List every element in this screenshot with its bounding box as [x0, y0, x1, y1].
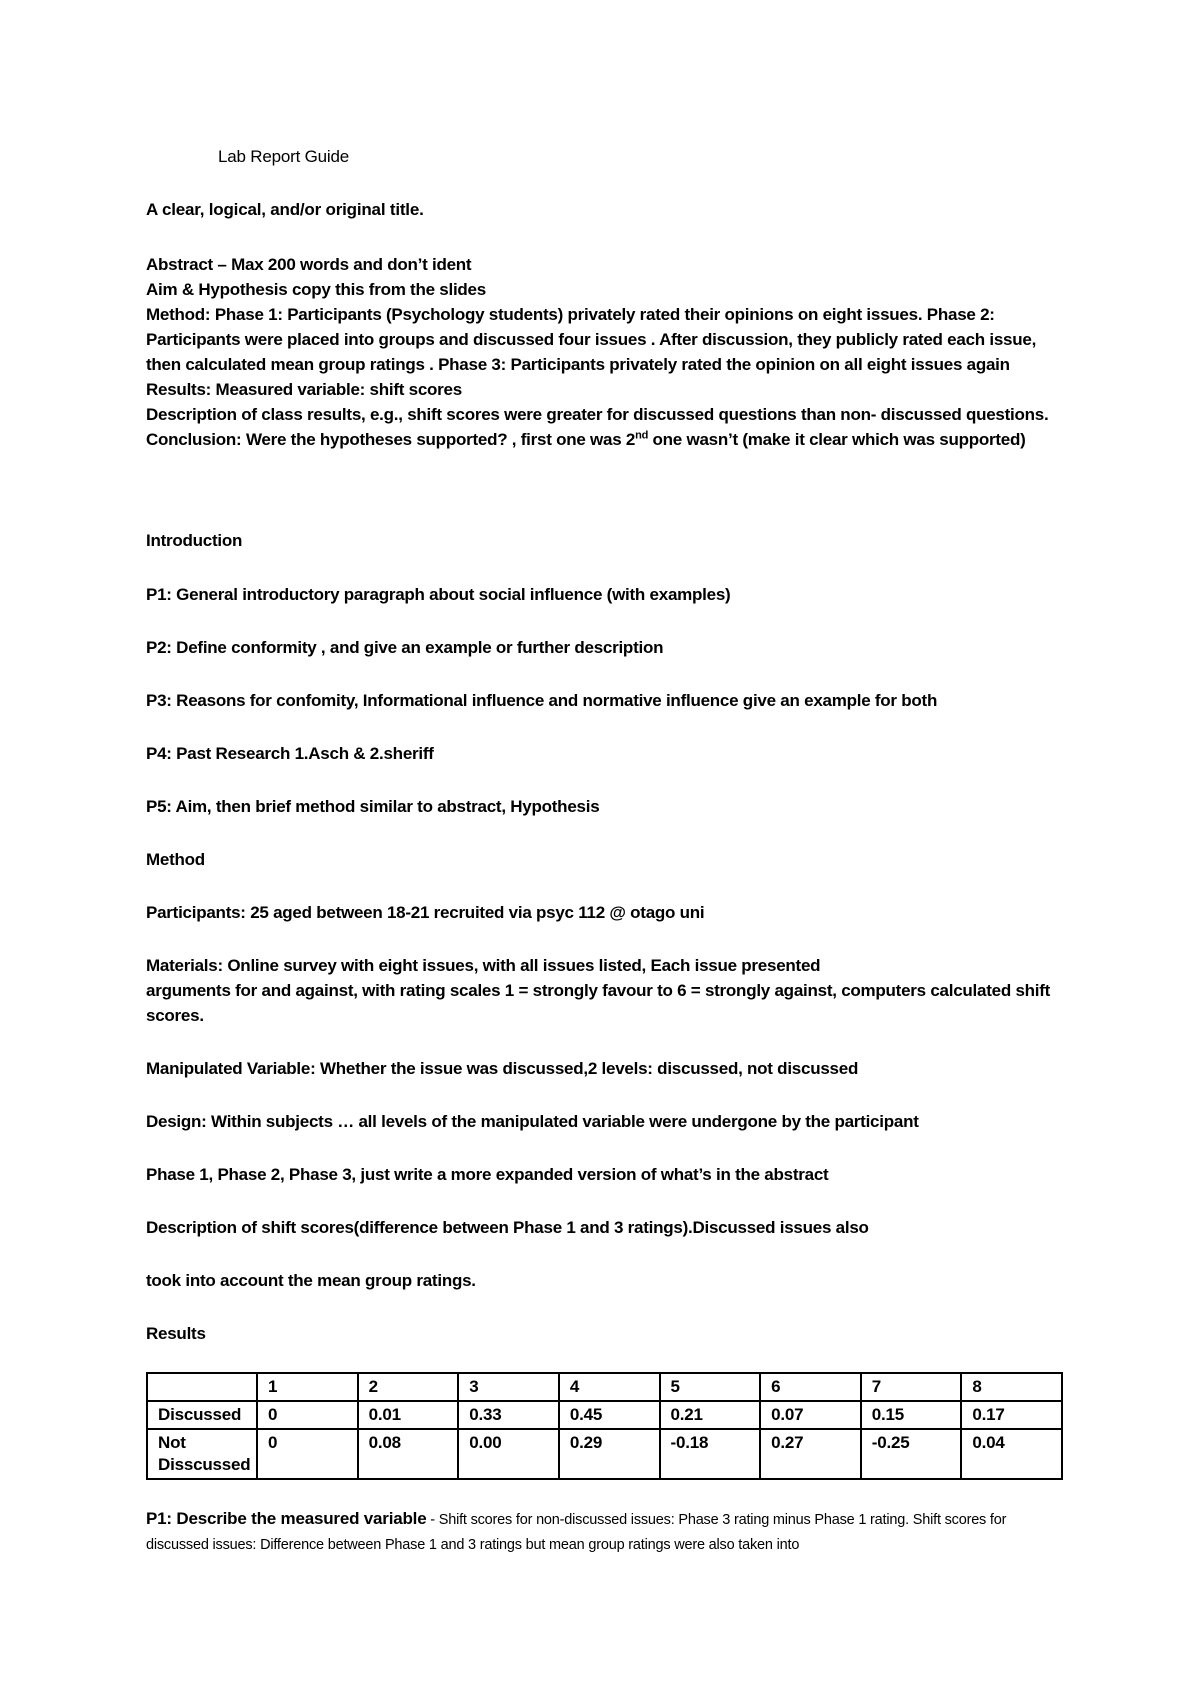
- method-phases: Phase 1, Phase 2, Phase 3, just write a more expanded version of what’s in the abstract: [146, 1165, 829, 1184]
- method-design: Design: Within subjects … all levels of the manipulated variable were undergone by the participant: [146, 1112, 919, 1131]
- table-cell: 0.21: [660, 1401, 761, 1429]
- document-title: Lab Report Guide: [218, 147, 349, 166]
- table-cell: 0.07: [760, 1401, 861, 1429]
- abstract-results: Results: Measured variable: shift scores: [146, 380, 462, 399]
- method-shift-description-2: took into account the mean group ratings.: [146, 1271, 476, 1290]
- table-cell: 0.33: [458, 1401, 559, 1429]
- table-header-cell: 4: [559, 1373, 660, 1401]
- method-materials-line1: Materials: Online survey with eight issues, with all issues listed, Each issue presented: [146, 956, 821, 975]
- ordinal-superscript: nd: [635, 429, 649, 442]
- table-header-cell: 2: [358, 1373, 459, 1401]
- abstract-description-text: Description of class results, e.g., shift scores were greater for discussed questions than non- discussed questions. Conclusion: Were the hypotheses supported? , first one was 2: [146, 405, 1049, 449]
- table-header-cell: [147, 1373, 257, 1401]
- method-shift-description: Description of shift scores(difference between Phase 1 and 3 ratings).Discussed issues also: [146, 1218, 869, 1237]
- table-cell: 0.15: [861, 1401, 962, 1429]
- table-header-cell: 6: [760, 1373, 861, 1401]
- abstract-description-text-end: one wasn’t (make it clear which was supported): [648, 430, 1026, 449]
- table-cell: 0.45: [559, 1401, 660, 1429]
- table-row: [147, 1401, 1062, 1429]
- table-row-label: Not Disscussed: [147, 1429, 257, 1479]
- abstract-aim: Aim & Hypothesis copy this from the slides: [146, 280, 486, 299]
- table-header-cell: 7: [861, 1373, 962, 1401]
- abstract-section: [146, 252, 1061, 452]
- method-participants: Participants: 25 aged between 18-21 recruited via psyc 112 @ otago uni: [146, 903, 705, 922]
- results-p1: [146, 1506, 1066, 1558]
- document-subtitle: A clear, logical, and/or original title.: [146, 200, 424, 219]
- introduction-p4: P4: Past Research 1.Asch & 2.sheriff: [146, 744, 434, 763]
- introduction-p5: P5: Aim, then brief method similar to abstract, Hypothesis: [146, 797, 600, 816]
- abstract-heading: Abstract – Max 200 words and don’t ident: [146, 255, 472, 274]
- method-materials-line2: arguments for and against, with rating scales 1 = strongly favour to 6 = strongly against, computers calculated shift scores.: [146, 981, 1051, 1025]
- introduction-p2: P2: Define conformity , and give an example or further description: [146, 638, 664, 657]
- table-header-row: [147, 1373, 1062, 1401]
- table-cell: 0.17: [961, 1401, 1062, 1429]
- table-cell: -0.18: [660, 1429, 761, 1479]
- abstract-method: Method: Phase 1: Participants (Psychology students) privately rated their opinions on eight issues. Phase 2: Participants were placed into groups and discussed four issues . After discussion, they publicly rated each issue, then calculated mean group ratings . Phase 3: Participants privately rated the opinion on all eight issues again: [146, 305, 1037, 374]
- table-row-label: Discussed: [147, 1401, 257, 1429]
- table-header-cell: 3: [458, 1373, 559, 1401]
- abstract-description: [146, 402, 1061, 452]
- method-manipulated-variable: Manipulated Variable: Whether the issue was discussed,2 levels: discussed, not discussed: [146, 1059, 859, 1078]
- table-cell: 0.04: [961, 1429, 1062, 1479]
- shift-scores-table: [146, 1372, 1063, 1480]
- table-cell: 0.00: [458, 1429, 559, 1479]
- table-header-cell: 8: [961, 1373, 1062, 1401]
- table-cell: 0.29: [559, 1429, 660, 1479]
- table-cell: -0.25: [861, 1429, 962, 1479]
- table-cell: 0.08: [358, 1429, 459, 1479]
- table-header-cell: 1: [257, 1373, 358, 1401]
- table-cell: 0.01: [358, 1401, 459, 1429]
- results-p1-lead: P1: Describe the measured variable: [146, 1509, 427, 1528]
- introduction-p1: P1: General introductory paragraph about social influence (with examples): [146, 585, 731, 604]
- introduction-p3: P3: Reasons for confomity, Informational influence and normative influence give an example for both: [146, 691, 938, 710]
- introduction-heading: Introduction: [146, 531, 243, 550]
- method-heading: Method: [146, 850, 205, 869]
- table-cell: 0.27: [760, 1429, 861, 1479]
- results-p1-text: - Shift scores for non-discussed issues: Phase 3 rating minus Phase 1 rating. Shift scores for discussed issues: Difference between Phase 1 and 3 ratings but mean group ratings were also taken into: [146, 1512, 1007, 1553]
- table-cell: 0: [257, 1401, 358, 1429]
- table-cell: 0: [257, 1429, 358, 1479]
- table-header-cell: 5: [660, 1373, 761, 1401]
- table-row: [147, 1429, 1062, 1479]
- results-heading: Results: [146, 1324, 206, 1343]
